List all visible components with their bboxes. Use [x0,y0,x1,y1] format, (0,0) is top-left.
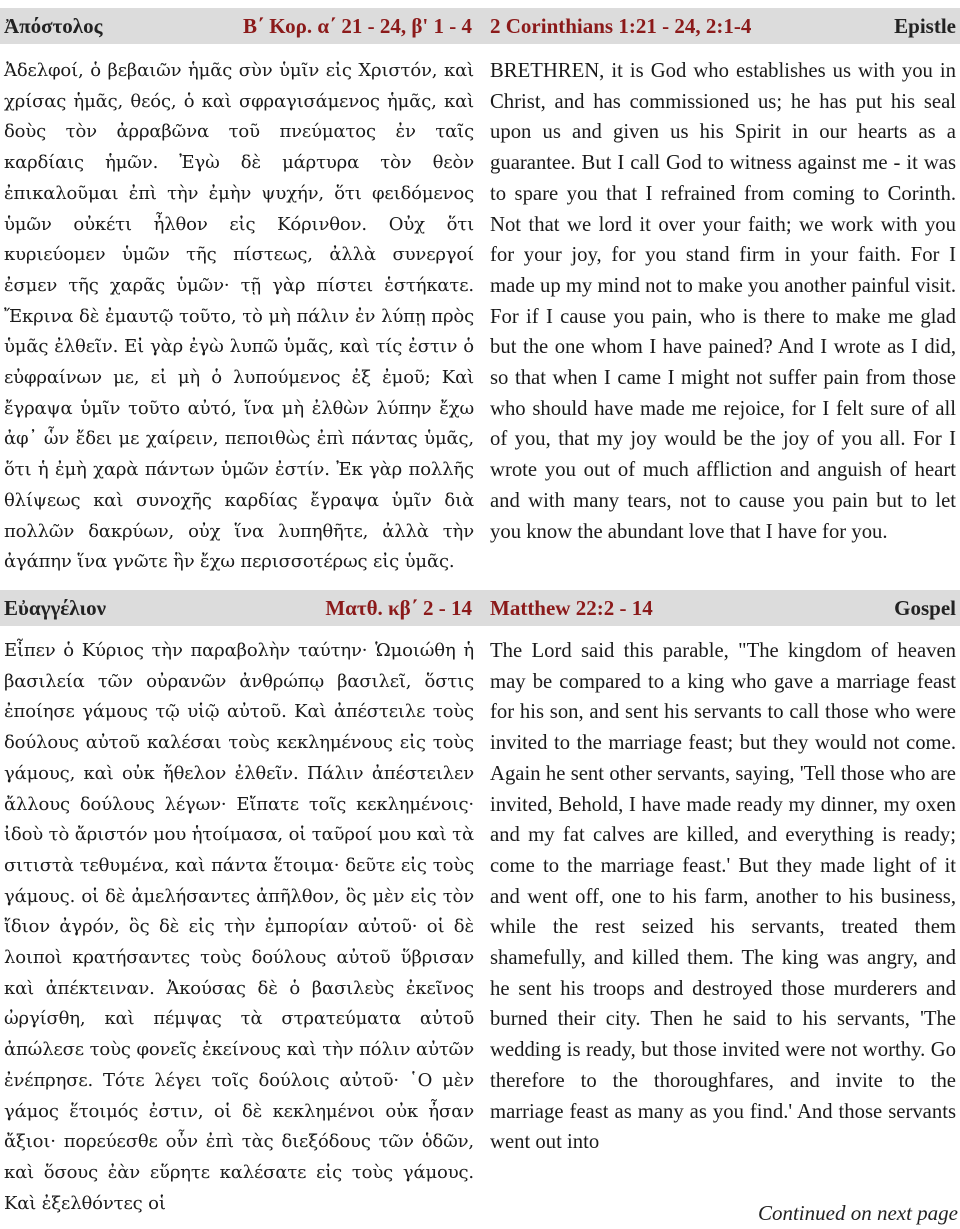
gospel-greek-text: Εἶπεν ὁ Κύριος τὴν παραβολὴν ταύτην· Ὡμοιώθη ἡ βασιλεία τῶν οὐρανῶν ἀνθρώπῳ βασιλεῖ, ὅστις ἐποίησε γάμους τῷ υἱῷ αὐτοῦ. Καὶ ἀπέστειλε τοὺς δούλους αὐτοῦ καλέσαι τοὺς κεκλημένους εἰς τοὺς γάμους, καὶ οὐκ ἤθελον ἐλθεῖν. Πάλιν ἀπέστειλεν ἄλλους δούλους λέγων· Εἴπατε τοῖς κεκλημένοις· ἰδοὺ τὸ ἄριστόν μου ἡτοίμασα, οἱ ταῦροί μου καὶ τὰ σιτιστὰ τεθυμένα, καὶ πάντα ἕτοιμα· δεῦτε εἰς τοὺς γάμους. οἱ δὲ ἀμελήσαντες ἀπῆλθον, ὃς μὲν εἰς τὸν ἴδιον ἀγρόν, ὃς δὲ εἰς τὴν ἐμπορίαν αὐτοῦ· οἱ δὲ λοιποὶ κρατήσαντες τοὺς δούλους αὐτοῦ ὕβρισαν καὶ ἀπέκτειναν. Ἀκούσας δὲ ὁ βασιλεὺς ἐκεῖνος ὠργίσθη, καὶ πέμψας τὰ στρατεύματα αὐτοῦ ἀπώλεσε τοὺς φονεῖς ἐκείνους καὶ τὴν πόλιν αὐτῶν ἐνέπρησε. Τότε λέγει τοῖς δούλοις αὐτοῦ· ῾Ο μὲν γάμος ἕτοιμός ἐστιν, οἱ δὲ κεκλημένοι οὐκ ἦσαν ἄξιοι· πορεύεσθε οὖν ἐπὶ τὰς διεξόδους τῶν ὁδῶν, καὶ ὅσους ἐὰν εὕρητε καλέσατε εἰς τοὺς γάμους. Καὶ ἐξελθόντες οἱ [4,640,474,1214]
epistle-english-text: BRETHREN, it is God who establishes us with you in Christ, and has commissioned us; he has put his seal upon us and given us his Spirit in our hearts as a guarantee. But I call God to witness against me - it was to spare you that I refrained from coming to Corinth. Not that we lord it over your faith; we work with you for your joy, for you stand firm in your faith. For I made up my mind not to make you another painful visit. For if I cause you pain, who is there to make me glad but the one whom I have pained? And I wrote as I did, so that when I came I might not suffer pain from those who should have made me rejoice, for I felt sure of all of you, that my joy would be the joy of you all. For I wrote you out of much affliction and anguish of heart and with many tears, not to cause you pain but to let you know the abundant love that I have for you. [490,60,956,543]
epistle-greek-label: Ἀπόστολος [4,14,103,38]
gospel-greek-reference: Ματθ. κβ΄ 2 - 14 [325,596,472,620]
epistle-english-label: Epistle [894,14,956,38]
gospel-english-label: Gospel [894,596,956,620]
gospel-header-bar [0,590,960,626]
gospel-english-text: The Lord said this parable, "The kingdom of heaven may be compared to a king who gave a marriage feast for his son, and sent his servants to call those who were invited to the marriage feast; but they would not come. Again he sent other servants, saying, 'Tell those who are invited, Behold, I have made ready my dinner, my oxen and my fat calves are killed, and everything is ready; come to the marriage feast.' But they made light of it and went off, one to his farm, another to his business, while the rest seized his servants, treated them shamefully, and killed them. The king was angry, and he sent his troops and destroyed those murderers and burned their city. Then he said to his servants, 'The wedding is ready, but those invited were not worthy. Go therefore to the thoroughfares, and invite to the marriage feast as many as you find.' And those servants went out into [490,640,956,1154]
gospel-english-reference: Matthew 22:2 - 14 [490,596,653,620]
continued-note: Continued on next page [757,1201,958,1225]
gospel-greek-label: Εὐαγγέλιον [4,596,106,620]
epistle-english-reference: 2 Corinthians 1:21 - 24, 2:1-4 [490,14,752,38]
epistle-greek-text: Ἀδελφοί, ὁ βεβαιῶν ἡμᾶς σὺν ὑμῖν εἰς Χριστόν, καὶ χρίσας ἡμᾶς, θεός, ὁ καὶ σφραγισάμενος ἡμᾶς, καὶ δοὺς τὸν ἀρραβῶνα τοῦ πνεύματος ἐν ταῖς καρδίαις ἡμῶν. Ἐγὼ δὲ μάρτυρα τὸν θεὸν ἐπικαλοῦμαι ἐπὶ τὴν ἐμὴν ψυχήν, ὅτι φειδόμενος ὑμῶν οὐκέτι ἦλθον εἰς Κόρινθον. Οὐχ ὅτι κυριεύομεν ὑμῶν τῆς πίστεως, ἀλλὰ συνεργοί ἐσμεν τῆς χαρᾶς ὑμῶν· τῇ γὰρ πίστει ἑστήκατε. Ἔκρινα δὲ ἐμαυτῷ τοῦτο, τὸ μὴ πάλιν ἐν λύπῃ πρὸς ὑμᾶς ἐλθεῖν. Εἰ γὰρ ἐγὼ λυπῶ ὑμᾶς, καὶ τίς ἐστιν ὁ εὐφραίνων με, εἰ μὴ ὁ λυπούμενος ἐξ ἐμοῦ; Καὶ ἔγραψα ὑμῖν τοῦτο αὐτό, ἵνα μὴ ἐλθὼν λύπην ἔχω ἀφ᾽ ὧν ἔδει με χαίρειν, πεποιθὼς ἐπὶ πάντας ὑμᾶς, ὅτι ἡ ἐμὴ χαρὰ πάντων ὑμῶν ἐστίν. Ἐκ γὰρ πολλῆς θλίψεως καὶ συνοχῆς καρδίας ἔγραψα ὑμῖν διὰ πολλῶν δακρύων, οὐχ ἵνα λυπηθῆτε, ἀλλὰ τὴν ἀγάπην ἵνα γνῶτε ἣν ἔχω περισσοτέρως εἰς ὑμᾶς. [4,60,474,573]
epistle-greek-reference: Β΄ Κορ. α΄ 21 - 24, β' 1 - 4 [242,14,472,38]
epistle-header-bar [0,8,960,44]
